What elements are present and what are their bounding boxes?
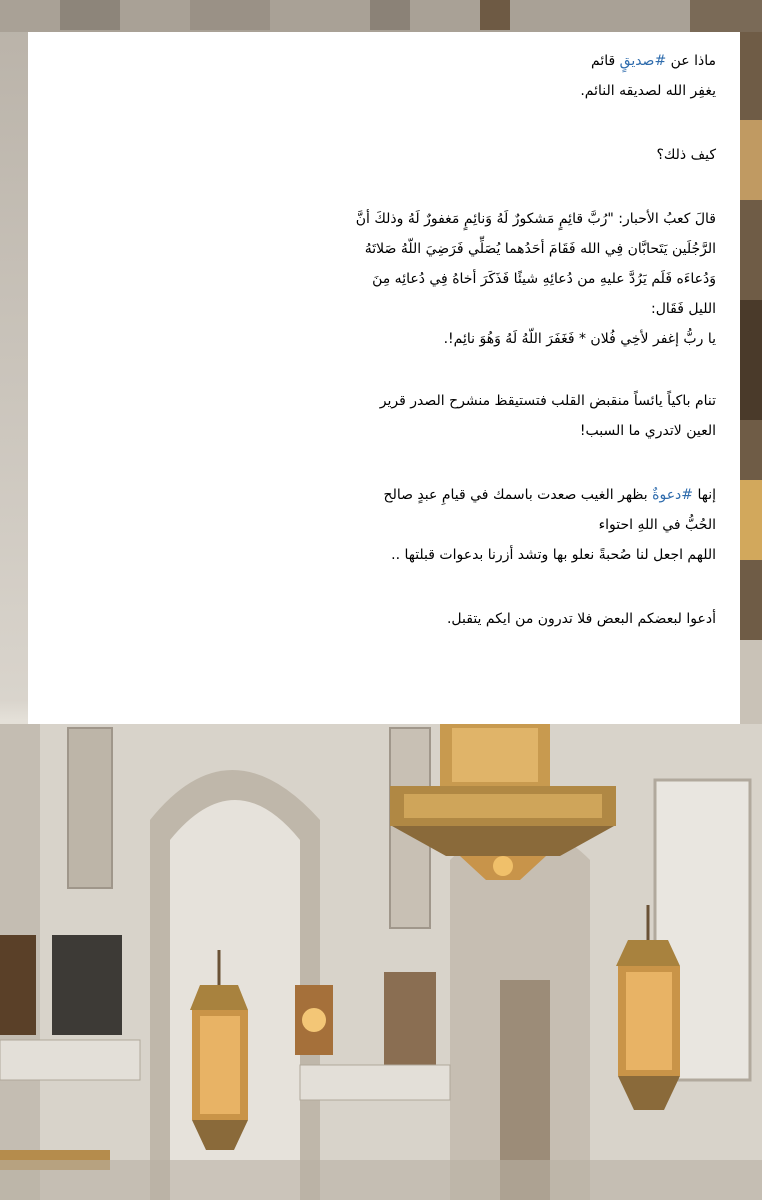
prayer-line-1: إنها #دعوةٌ بظهر الغيب صعدت باسمك في قيامِ عبدٍ صالح	[383, 487, 716, 503]
quote-line-3: وَدُعاءَه فَلَم يَرُدَّ عليهِ من دُعائِهِ شيئًا فَذَكَرَ أخاهُ فِي دُعائِه مِنَ	[372, 271, 716, 287]
quote-line-1: قالَ كعبُ الأحبار: "رُبَّ قائِمٍ مَشكورٌ لَهُ وَنائِمٍ مَغفورٌ لَهُ وذلكَ أنَّ	[355, 211, 716, 227]
paragraph-closing	[46, 604, 716, 634]
paragraph-quote	[46, 204, 716, 354]
paragraph-question	[46, 140, 716, 170]
quote-line-4: الليل فَقَال:	[651, 301, 716, 317]
paragraph-intro	[46, 46, 716, 106]
prayer-line-3: اللهم اجعل لنا صُحبةً نعلو بها وتشد أزرنا بدعوات قبلتها ..	[391, 547, 716, 563]
prayer-line-2: الحُبُّ في اللهِ احتواء	[598, 517, 716, 533]
sleep-line-1: تنام باكياً يائساً منقبض القلب فتستيقظ منشرح الصدر قرير	[379, 393, 716, 409]
hashtag-link-prayer[interactable]: #دعوةٌ	[652, 487, 694, 503]
quote-line-5: يا ربُّ إغفر لأخِي فُلان * فَغَفَرَ اللّهُ لَهُ وَهُوَ نائِم!.	[443, 331, 716, 347]
paragraph-prayer	[46, 480, 716, 570]
intro-line-1: ماذا عن #صديقٍ قائم	[591, 53, 716, 69]
post-text-card	[28, 32, 740, 724]
sleep-line-2: العين لاتدري ما السبب!	[579, 423, 716, 439]
paragraph-sleep	[46, 386, 716, 446]
closing-line: أدعوا لبعضكم البعض فلا تدرون من ايكم يتقبل.	[446, 611, 716, 627]
question-line: كيف ذلك؟	[656, 147, 716, 163]
hashtag-link-friend[interactable]: #صديقٍ	[619, 53, 667, 69]
quote-line-2: الرَّجُلَين يَتَحابَّان فِي الله فَقَامَ أحَدُهما يُصَلِّي فَرَضِيَ اللّهُ صَلاتَهُ	[364, 241, 716, 257]
intro-line-2: يغفِر الله لصديقه النائم.	[580, 83, 716, 99]
